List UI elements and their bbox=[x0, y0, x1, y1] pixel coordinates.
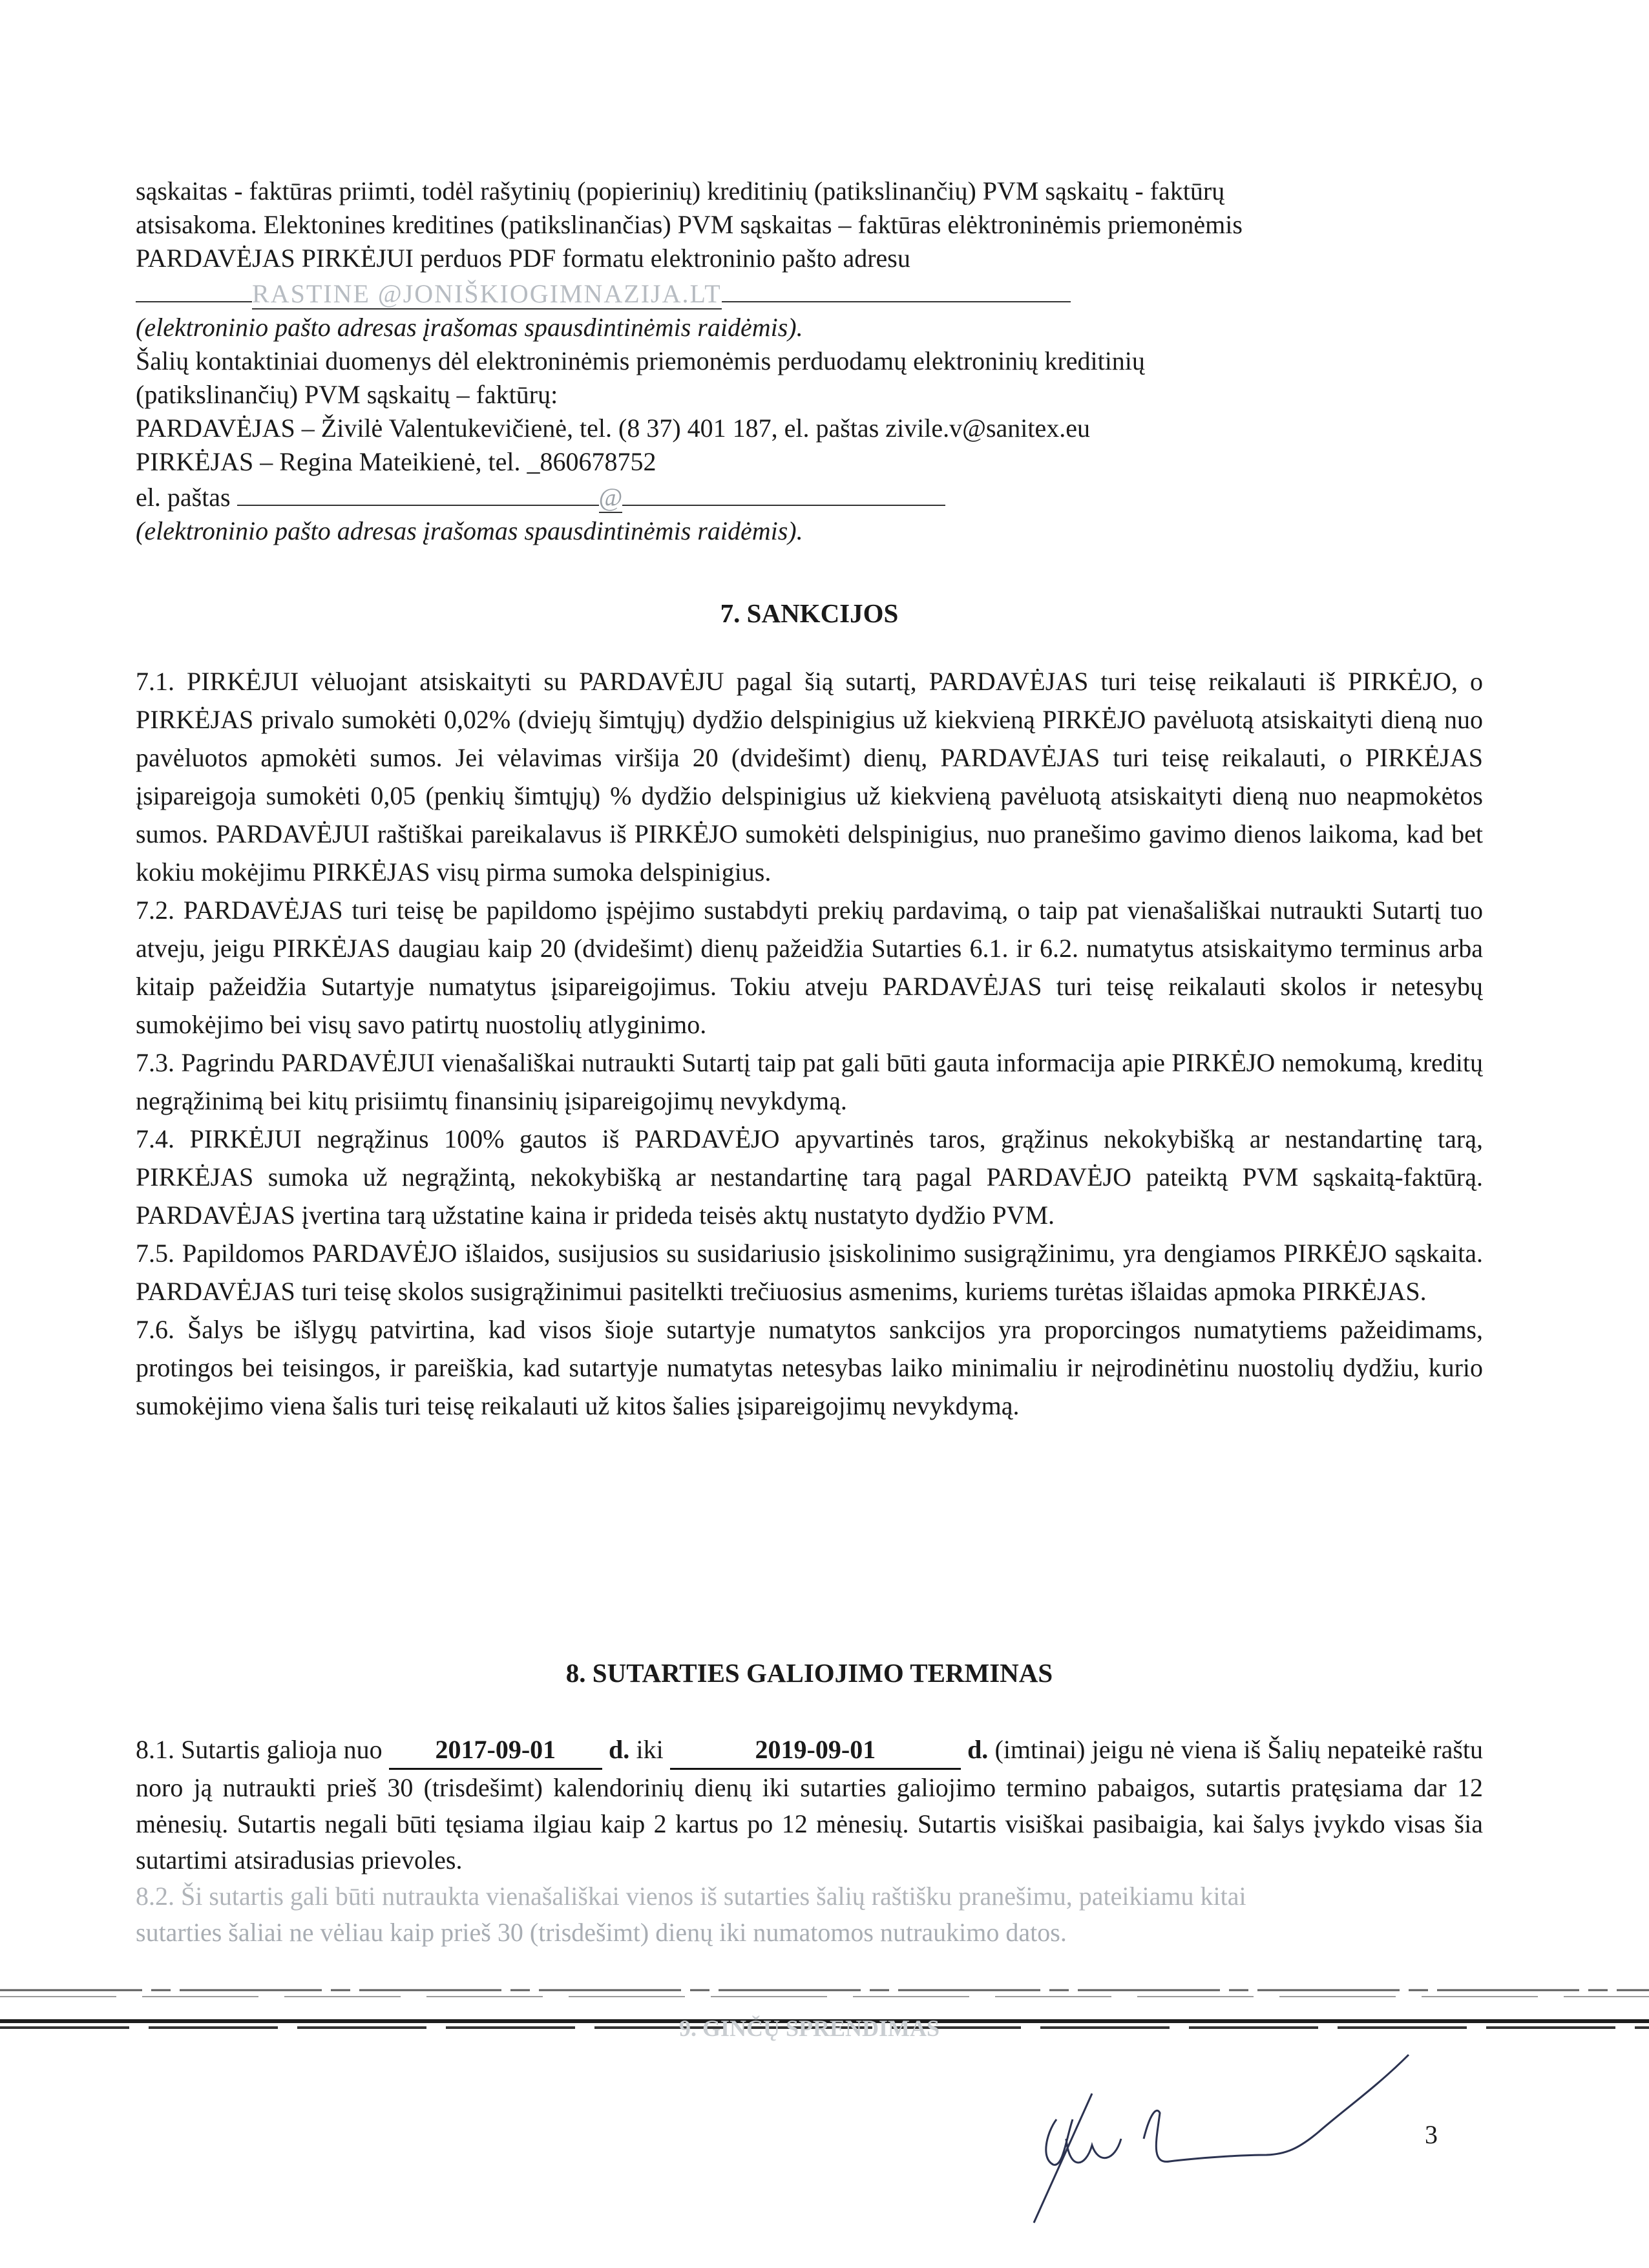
text-line: PARDAVĖJAS PIRKĖJUI perduos PDF formatu elektroninio pašto adresu bbox=[136, 244, 910, 273]
email-label: el. paštas bbox=[136, 483, 231, 512]
paragraph-7-6: 7.6. Šalys be išlygų patvirtina, kad visos šioje sutartyje numatytos sankcijos yra proporcingos numatytiems pažeidimams, protingos bei teisingos, ir pareiškia, kad sutartyje numatytas netesybas laiko minimaliu ir neįrodinėtinu nuostolių dydžiu, kurio sumokėjimo viena šalis turi teisę reikalauti už kitos šalies įsipareigojimų nevykdymą. bbox=[136, 1315, 1483, 1420]
section-7-title: 7. SANKCIJOS bbox=[720, 598, 899, 628]
date-to: 2019-09-01 bbox=[670, 1732, 961, 1770]
section-8-title: 8. SUTARTIES GALIOJIMO TERMINAS bbox=[565, 1658, 1053, 1688]
underline bbox=[622, 479, 945, 506]
email-at: @ bbox=[598, 483, 623, 512]
paragraph-7-1: 7.1. PIRKĖJUI vėluojant atsiskaityti su PARDAVĖJU pagal šią sutartį, PARDAVĖJAS turi teisę reikalauti iš PIRKĖJO, o PIRKĖJAS privalo sumokėti 0,02% (dviejų šimtųjų) dydžio delspinigius už kiekvieną PIRKĖJO pavėluotą atsiskaityti dieną nuo pavėluotos apmokėti sumos. Jei vėlavimas viršija 20 (dvidešimt) dienų, PARDAVĖJAS turi teisę reikalauti, o PIRKĖJAS įsipareigoja sumokėti 0,05 (penkių šimtųjų) % dydžio delspinigius už kiekvieną pavėluotą atsiskaityti dieną nuo neapmokėtos sumos. PARDAVĖJUI raštiškai pareikalavus iš PIRKĖJO sumokėti delspinigius, nuo pranešimo gavimo dienos laikoma, kad bet kokiu mokėjimu PIRKĖJAS visų pirma sumoka delspinigius. bbox=[136, 667, 1483, 887]
page-number: 3 bbox=[1425, 2120, 1438, 2149]
email-line bbox=[136, 275, 1483, 311]
underline bbox=[237, 479, 599, 506]
text-run: 8.1. Sutartis galioja nuo bbox=[136, 1735, 383, 1764]
paragraph-7-2: 7.2. PARDAVĖJAS turi teisę be papildomo įspėjimo sustabdyti prekių pardavimą, o taip pat vienašališkai nutraukti Sutartį tuo atveju, jeigu PIRKĖJAS daugiau kaip 20 (dvidešimt) dienų pažeidžia Sutarties 6.1. ir 6.2. numatytus atsiskaitymo terminus arba kitaip pažeidžia Sutartyje numatytus įsipareigojimus. Tokiu atveju PARDAVĖJAS turi teisę reikalauti skolos ir netesybų sumokėjimo bei visų savo patirtų nuostolių atlyginimo. bbox=[136, 896, 1483, 1039]
section-7-body bbox=[136, 662, 1483, 1425]
buyer-contact: PIRKĖJAS – Regina Mateikienė, tel. _860678752 bbox=[136, 447, 656, 476]
text-line: sąskaitas - faktūras priimti, todėl rašytinių (popierinių) kreditinių (patikslinančių) PVM sąskaitų - faktūrų bbox=[136, 176, 1225, 205]
underline bbox=[722, 275, 1071, 302]
paragraph-7-3: 7.3. Pagrindu PARDAVĖJUI vienašališkai nutraukti Sutartį taip pat gali būti gauta informacija apie PIRKĖJO nemokumą, kreditų negrąžinimą bei kitų prisiimtų finansinių įsipareigojimų nevykdymą. bbox=[136, 1048, 1483, 1115]
text-run: (imtinai) jeigu nė viena iš Šalių nepateikė raštu noro ją nutraukti prieš 30 (trisdešimt) kalendorinių dienų iki sutarties galiojimo termino pabaigos, sutartis pratęsiama dar 12 mėnesių. Sutartis negali būti tęsiama ilgiau kaip 2 kartus po 12 mėnesių. Sutartis visiškai pasibaigia, kai šalys įvykdo visas šia sutartimi atsiradusias prievoles. bbox=[136, 1735, 1484, 1874]
text-line: atsisakoma. Elektonines kreditines (patikslinančias) PVM sąskaitas – faktūras elėktroninėmis priemonėmis bbox=[136, 210, 1243, 239]
handwritten-email: RASTINE @JONIŠKIOGIMNAZIJA.LT bbox=[252, 279, 722, 308]
email-invoice-clause bbox=[136, 174, 1483, 548]
seller-contact: PARDAVĖJAS – Živilė Valentukevičienė, tel. (8 37) 401 187, el. paštas zivile.v@sanitex.eu bbox=[136, 414, 1090, 443]
section-8-body bbox=[136, 1732, 1483, 1951]
text-line: Šalių kontaktiniai duomenys dėl elektroninėmis priemonėmis perduodamų elektroninių kreditinių bbox=[136, 346, 1145, 375]
paragraph-7-4: 7.4. PIRKĖJUI negrąžinus 100% gautos iš PARDAVĖJO apyvartinės taros, grąžinus nekokybišką ar nestandartinę tarą, PIRKĖJAS sumoka už negrąžintą, nekokybišką ar nestandartinę tarą pagal PARDAVĖJO pateiktą PVM sąskaitą-faktūrą. PARDAVĖJAS įvertina tarą užstatine kaina ir prideda teisės aktų nustatyto dydžio PVM. bbox=[136, 1124, 1483, 1230]
underline bbox=[136, 275, 252, 302]
paragraph-8-2-faded: sutarties šaliai ne vėliau kaip prieš 30 (trisdešimt) dienų iki numatomos nutraukimo datos. bbox=[136, 1918, 1067, 1947]
section-9-title-faded: 9. GINČŲ SPRENDIMAS bbox=[678, 2015, 940, 2041]
text-run: d. bbox=[967, 1735, 989, 1764]
date-from: 2017-09-01 bbox=[389, 1732, 602, 1770]
paragraph-8-2-faded: 8.2. Ši sutartis gali būti nutraukta vienašališkai vienos iš sutarties šalių raštišku pranešimu, pateikiamu kitai bbox=[136, 1882, 1246, 1911]
text-run: d. bbox=[609, 1735, 630, 1764]
paragraph-8-1 bbox=[136, 1732, 1483, 1878]
email-line bbox=[136, 479, 1483, 514]
signature-image bbox=[995, 2016, 1434, 2229]
paragraph-7-5: 7.5. Papildomos PARDAVĖJO išlaidos, susijusios su susidariusio įsiskolinimo susigrąžinimu, yra dengiamos PIRKĖJO sąskaita. PARDAVĖJAS turi teisę skolos susigrąžinimui pasitelkti trečiuosius asmenims, kuriems turėtas išlaidas apmoka PIRKĖJAS. bbox=[136, 1239, 1483, 1306]
text-line: (patikslinančių) PVM sąskaitų – faktūrų: bbox=[136, 380, 558, 409]
text-run: iki bbox=[636, 1735, 664, 1764]
email-note: (elektroninio pašto adresas įrašomas spausdintinėmis raidėmis). bbox=[136, 313, 803, 342]
email-note: (elektroninio pašto adresas įrašomas spausdintinėmis raidėmis). bbox=[136, 516, 803, 545]
